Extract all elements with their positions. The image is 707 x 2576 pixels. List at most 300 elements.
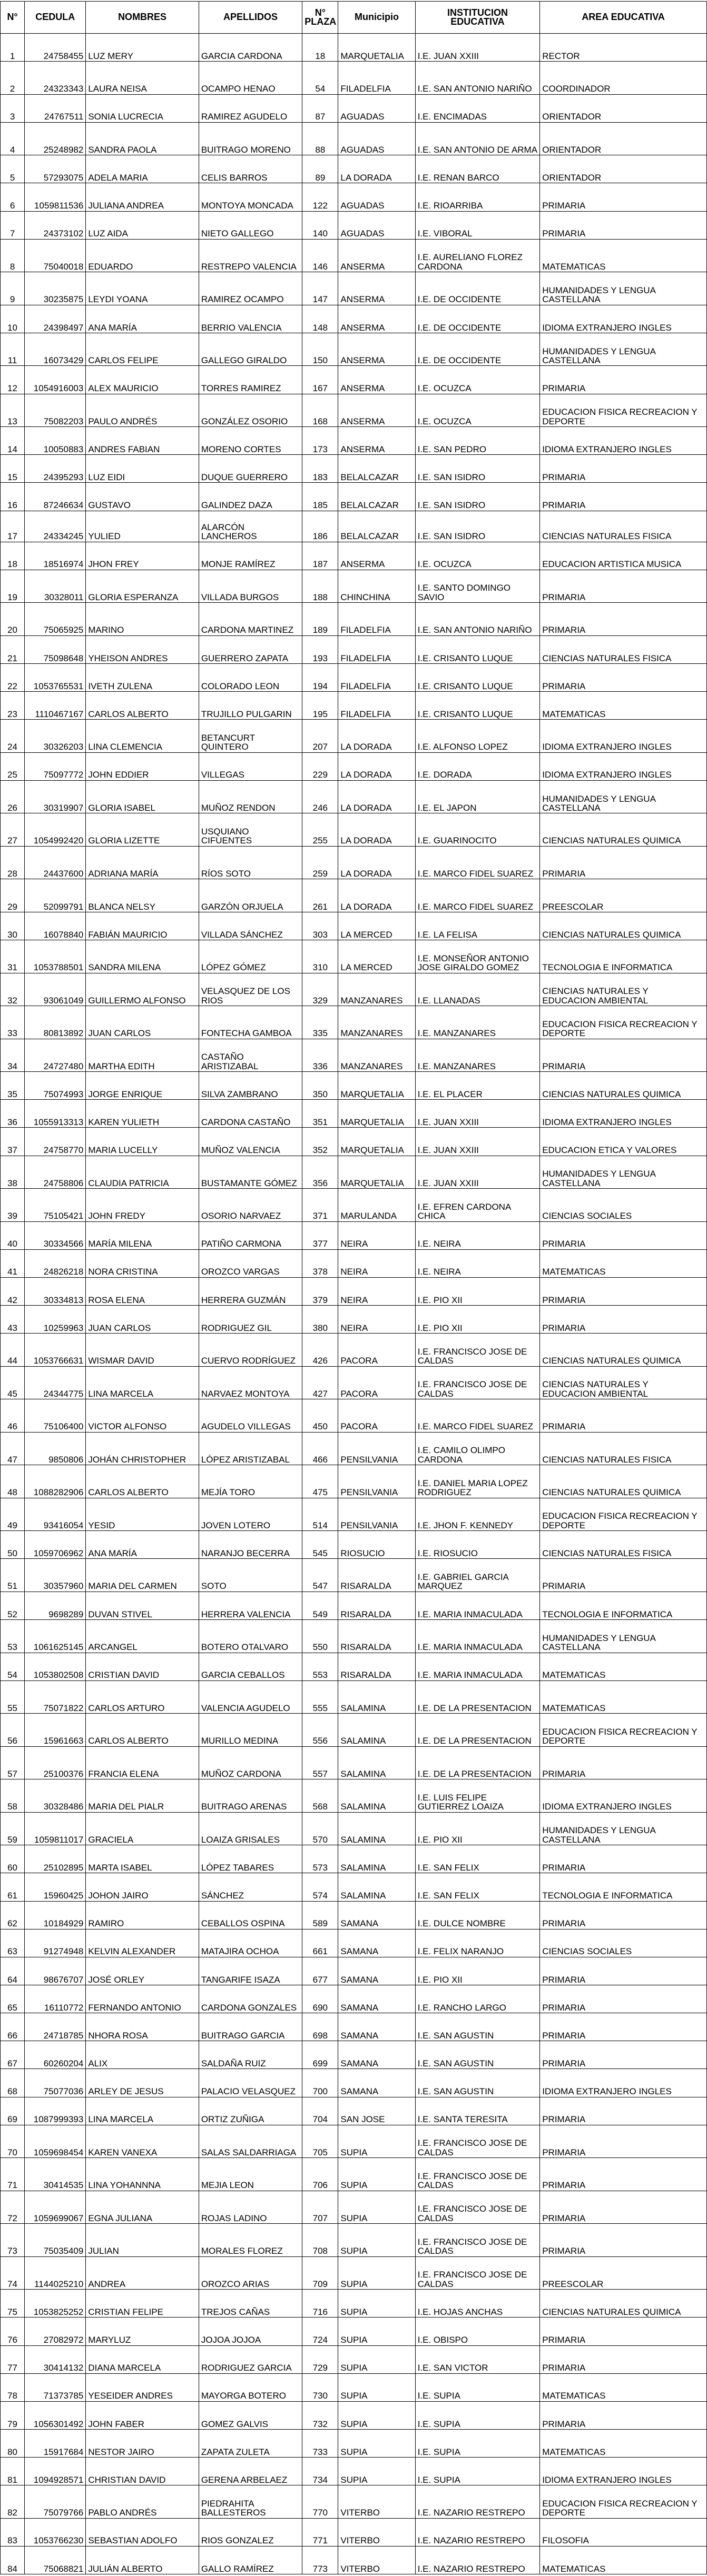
area-cell: IDIOMA EXTRANJERO INGLES [540, 1779, 707, 1813]
nombres-cell: BLANCA NELSY [86, 879, 199, 912]
area-cell: CIENCIAS NATURALES QUIMICA [540, 1465, 707, 1498]
nombres-cell: WISMAR DAVID [86, 1334, 199, 1367]
plaza-cell: 148 [302, 305, 338, 333]
row-number-cell: 72 [1, 2191, 25, 2224]
area-cell: PRIMARIA [540, 663, 707, 691]
institucion-cell: I.E. CAMILO OLIMPO CARDONA [415, 1432, 540, 1465]
cedula-cell: 75106400 [25, 1399, 86, 1433]
table-row [1, 2191, 707, 2224]
row-number-cell: 61 [1, 1873, 25, 1901]
nombres-cell: PAULO ANDRÉS [86, 394, 199, 427]
institucion-cell: I.E. DULCE NOMBRE [415, 1901, 540, 1929]
institucion-cell: I.E. ALFONSO LOPEZ [415, 720, 540, 753]
row-number-cell: 80 [1, 2429, 25, 2457]
area-cell: MATEMATICAS [540, 2546, 707, 2574]
apellidos-cell: GARCIA CARDONA [199, 34, 302, 62]
area-cell: TECNOLOGIA E INFORMATICA [540, 940, 707, 973]
institucion-cell: I.E. JUAN XXIII [415, 34, 540, 62]
nombres-cell: NESTOR JAIRO [86, 2429, 199, 2457]
nombres-cell: EGNA JULIANA [86, 2191, 199, 2224]
apellidos-cell: RAMIREZ OCAMPO [199, 272, 302, 305]
plaza-cell: 147 [302, 272, 338, 305]
institucion-cell: I.E. VIBORAL [415, 211, 540, 239]
institucion-cell: I.E. DE OCCIDENTE [415, 333, 540, 366]
row-number-cell: 33 [1, 1006, 25, 1039]
nombres-cell: SANDRA PAOLA [86, 122, 199, 155]
apellidos-cell: VILLEGAS [199, 752, 302, 780]
municipio-cell: PENSILVANIA [338, 1465, 415, 1498]
apellidos-cell: MUÑOZ CARDONA [199, 1746, 302, 1779]
cedula-cell: 24767511 [25, 94, 86, 122]
municipio-cell: SALAMINA [338, 1680, 415, 1714]
table-row [1, 455, 707, 483]
cedula-cell: 75082203 [25, 394, 86, 427]
area-cell: FILOSOFIA [540, 2518, 707, 2546]
nombres-cell: JULIAN [86, 2224, 199, 2257]
row-number-cell: 5 [1, 155, 25, 183]
area-cell: PRIMARIA [540, 2224, 707, 2257]
municipio-cell: FILADELFIA [338, 663, 415, 691]
municipio-cell: MARULANDA [338, 1189, 415, 1222]
apellidos-cell: DUQUE GUERRERO [199, 455, 302, 483]
apellidos-cell: OSORIO NARVAEZ [199, 1189, 302, 1222]
row-number-cell: 60 [1, 1845, 25, 1873]
municipio-cell: SUPIA [338, 2256, 415, 2290]
institucion-cell: I.E. PIO XII [415, 1957, 540, 1985]
nombres-cell: GLORIA ISABEL [86, 780, 199, 813]
table-row [1, 211, 707, 239]
row-number-cell: 19 [1, 570, 25, 603]
plaza-cell: 193 [302, 635, 338, 663]
plaza-cell: 553 [302, 1653, 338, 1680]
row-number-cell: 49 [1, 1498, 25, 1531]
row-number-cell: 36 [1, 1100, 25, 1128]
area-cell: PRIMARIA [540, 2318, 707, 2345]
institucion-cell: I.E. NAZARIO RESTREPO [415, 2518, 540, 2546]
apellidos-cell: RODRIGUEZ GIL [199, 1306, 302, 1334]
apellidos-cell: PATIÑO CARMONA [199, 1221, 302, 1249]
cedula-cell: 93416054 [25, 1498, 86, 1531]
cedula-cell: 1059811536 [25, 183, 86, 211]
row-number-cell: 56 [1, 1714, 25, 1747]
municipio-cell: VITERBO [338, 2485, 415, 2519]
municipio-cell: SUPIA [338, 2373, 415, 2401]
row-number-cell: 70 [1, 2125, 25, 2158]
table-row [1, 1929, 707, 1957]
apellidos-cell: SALAS SALDARRIAGA [199, 2125, 302, 2158]
institucion-cell: I.E. SAN ANTONIO NARIÑO [415, 603, 540, 636]
cedula-cell: 1059698454 [25, 2125, 86, 2158]
nombres-cell: JULIÁN ALBERTO [86, 2546, 199, 2574]
plaza-cell: 729 [302, 2345, 338, 2373]
table-row [1, 1531, 707, 1559]
row-number-cell: 1 [1, 34, 25, 62]
table-row [1, 1901, 707, 1929]
plaza-cell: 699 [302, 2041, 338, 2069]
apellidos-cell: SILVA ZAMBRANO [199, 1072, 302, 1100]
col-plaza-header: N° PLAZA [302, 2, 338, 34]
area-cell: IDIOMA EXTRANJERO INGLES [540, 752, 707, 780]
plaza-cell: 705 [302, 2125, 338, 2158]
table-row [1, 752, 707, 780]
table-row [1, 1714, 707, 1747]
cedula-cell: 30334566 [25, 1221, 86, 1249]
row-number-cell: 77 [1, 2345, 25, 2373]
municipio-cell: SUPIA [338, 2191, 415, 2224]
cedula-cell: 1088282906 [25, 1465, 86, 1498]
row-number-cell: 12 [1, 366, 25, 394]
cedula-cell: 1059811017 [25, 1812, 86, 1845]
nombres-cell: FERNANDO ANTONIO [86, 1985, 199, 2013]
municipio-cell: SAMANA [338, 2013, 415, 2041]
table-row [1, 1465, 707, 1498]
area-cell: PRIMARIA [540, 1985, 707, 2013]
plaza-cell: 733 [302, 2429, 338, 2457]
row-number-cell: 26 [1, 780, 25, 813]
plaza-cell: 188 [302, 570, 338, 603]
institucion-cell: I.E. OCUZCA [415, 366, 540, 394]
cedula-cell: 9850806 [25, 1432, 86, 1465]
table-row [1, 2458, 707, 2485]
apellidos-cell: MUÑOZ VALENCIA [199, 1128, 302, 1156]
area-cell: CIENCIAS NATURALES FISICA [540, 1531, 707, 1559]
institucion-cell: I.E. RIOARRIBA [415, 183, 540, 211]
institucion-cell: I.E. SAN AGUSTIN [415, 2069, 540, 2097]
nombres-cell: CARLOS ALBERTO [86, 692, 199, 720]
cedula-cell: 1054992420 [25, 813, 86, 847]
col-area-header: AREA EDUCATIVA [540, 2, 707, 34]
nombres-cell: JHON FREY [86, 542, 199, 570]
plaza-cell: 18 [302, 34, 338, 62]
municipio-cell: SUPIA [338, 2345, 415, 2373]
area-cell: PRIMARIA [540, 2191, 707, 2224]
municipio-cell: AGUADAS [338, 183, 415, 211]
row-number-cell: 78 [1, 2373, 25, 2401]
row-number-cell: 69 [1, 2097, 25, 2125]
institucion-cell: I.E. JUAN XXIII [415, 1128, 540, 1156]
cedula-cell: 30235875 [25, 272, 86, 305]
table-row [1, 1653, 707, 1680]
area-cell: PRIMARIA [540, 1039, 707, 1072]
plaza-cell: 255 [302, 813, 338, 847]
nombres-cell: DIANA MARCELA [86, 2345, 199, 2373]
plaza-cell: 690 [302, 1985, 338, 2013]
cedula-cell: 9698289 [25, 1592, 86, 1619]
cedula-cell: 75098648 [25, 635, 86, 663]
municipio-cell: MANZANARES [338, 1006, 415, 1039]
institucion-cell: I.E. SAN AGUSTIN [415, 2013, 540, 2041]
nombres-cell: CHRISTIAN DAVID [86, 2458, 199, 2485]
municipio-cell: RISARALDA [338, 1592, 415, 1619]
row-number-cell: 46 [1, 1399, 25, 1433]
row-number-cell: 75 [1, 2290, 25, 2318]
row-number-cell: 23 [1, 692, 25, 720]
institucion-cell: I.E. SUPIA [415, 2458, 540, 2485]
area-cell: ORIENTADOR [540, 94, 707, 122]
municipio-cell: MARQUETALIA [338, 34, 415, 62]
table-row [1, 1306, 707, 1334]
cedula-cell: 24758806 [25, 1156, 86, 1189]
apellidos-cell: LOAIZA GRISALES [199, 1812, 302, 1845]
nombres-cell: JOHON JAIRO [86, 1873, 199, 1901]
table-row [1, 1221, 707, 1249]
area-cell: CIENCIAS SOCIALES [540, 1189, 707, 1222]
cedula-cell: 30414535 [25, 2158, 86, 2191]
area-cell: EDUCACION FISICA RECREACION Y DEPORTE [540, 1498, 707, 1531]
row-number-cell: 39 [1, 1189, 25, 1222]
cedula-cell: 75065925 [25, 603, 86, 636]
plaza-cell: 556 [302, 1714, 338, 1747]
apellidos-cell: MORALES FLOREZ [199, 2224, 302, 2257]
row-number-cell: 29 [1, 879, 25, 912]
nombres-cell: LUZ MERY [86, 34, 199, 62]
area-cell: CIENCIAS NATURALES FISICA [540, 635, 707, 663]
nombres-cell: LUZ AIDA [86, 211, 199, 239]
cedula-cell: 24727480 [25, 1039, 86, 1072]
nombres-cell: LINA YOHANNNA [86, 2158, 199, 2191]
institucion-cell: I.E. SAN ISIDRO [415, 483, 540, 511]
table-row [1, 1156, 707, 1189]
institucion-cell: I.E. SAN VICTOR [415, 2345, 540, 2373]
cedula-cell: 1144025210 [25, 2256, 86, 2290]
plaza-cell: 773 [302, 2546, 338, 2574]
col-municipio-header: Municipio [338, 2, 415, 34]
plaza-cell: 351 [302, 1100, 338, 1128]
cedula-cell: 30357960 [25, 1559, 86, 1592]
nombres-cell: GUSTAVO [86, 483, 199, 511]
cedula-cell: 30414132 [25, 2345, 86, 2373]
apellidos-cell: HERRERA GUZMÁN [199, 1277, 302, 1305]
row-number-cell: 14 [1, 427, 25, 455]
table-row [1, 1957, 707, 1985]
row-number-cell: 13 [1, 394, 25, 427]
table-row [1, 2345, 707, 2373]
plaza-cell: 377 [302, 1221, 338, 1249]
institucion-cell: I.E. JHON F. KENNEDY [415, 1498, 540, 1531]
plaza-cell: 426 [302, 1334, 338, 1367]
area-cell: PRIMARIA [540, 2345, 707, 2373]
institucion-cell: I.E. SAN ISIDRO [415, 455, 540, 483]
nombres-cell: DUVAN STIVEL [86, 1592, 199, 1619]
table-row [1, 94, 707, 122]
plaza-cell: 335 [302, 1006, 338, 1039]
plaza-cell: 261 [302, 879, 338, 912]
cedula-cell: 24395293 [25, 455, 86, 483]
row-number-cell: 64 [1, 1957, 25, 1985]
institucion-cell: I.E. SAN PEDRO [415, 427, 540, 455]
cedula-cell: 10259963 [25, 1306, 86, 1334]
table-row [1, 2290, 707, 2318]
nombres-cell: MARIA DEL CARMEN [86, 1559, 199, 1592]
plaza-cell: 371 [302, 1189, 338, 1222]
municipio-cell: NEIRA [338, 1249, 415, 1277]
apellidos-cell: TORRES RAMIREZ [199, 366, 302, 394]
cedula-cell: 93061049 [25, 973, 86, 1006]
apellidos-cell: RÍOS SOTO [199, 846, 302, 879]
table-row [1, 1498, 707, 1531]
area-cell: MATEMATICAS [540, 2429, 707, 2457]
apellidos-cell: RODRIGUEZ GARCIA [199, 2345, 302, 2373]
municipio-cell: LA DORADA [338, 780, 415, 813]
nombres-cell: YESID [86, 1498, 199, 1531]
row-number-cell: 7 [1, 211, 25, 239]
apellidos-cell: USQUIANO CIFUENTES [199, 813, 302, 847]
municipio-cell: NEIRA [338, 1277, 415, 1305]
table-row [1, 1189, 707, 1222]
row-number-cell: 35 [1, 1072, 25, 1100]
nombres-cell: LAURA NEISA [86, 62, 199, 95]
plaza-cell: 427 [302, 1366, 338, 1399]
row-number-cell: 34 [1, 1039, 25, 1072]
plaza-cell: 229 [302, 752, 338, 780]
apellidos-cell: GUERRERO ZAPATA [199, 635, 302, 663]
plaza-cell: 207 [302, 720, 338, 753]
cedula-cell: 15961663 [25, 1714, 86, 1747]
row-number-cell: 38 [1, 1156, 25, 1189]
table-body [1, 34, 707, 2574]
area-cell: HUMANIDADES Y LENGUA CASTELLANA [540, 1620, 707, 1653]
institucion-cell: I.E. JUAN XXIII [415, 1156, 540, 1189]
plaza-cell: 54 [302, 62, 338, 95]
cedula-cell: 1094928571 [25, 2458, 86, 2485]
cedula-cell: 16073429 [25, 333, 86, 366]
table-row [1, 155, 707, 183]
institucion-cell: I.E. MANZANARES [415, 1006, 540, 1039]
table-row [1, 1592, 707, 1619]
institucion-cell: I.E. GABRIEL GARCIA MARQUEZ [415, 1559, 540, 1592]
area-cell: HUMANIDADES Y LENGUA CASTELLANA [540, 1156, 707, 1189]
plaza-cell: 549 [302, 1592, 338, 1619]
nombres-cell: ADRIANA MARÍA [86, 846, 199, 879]
table-row [1, 973, 707, 1006]
area-cell: PRIMARIA [540, 366, 707, 394]
nombres-cell: YESEIDER ANDRES [86, 2373, 199, 2401]
table-row [1, 1680, 707, 1714]
plaza-cell: 150 [302, 333, 338, 366]
municipio-cell: AGUADAS [338, 211, 415, 239]
plaza-cell: 194 [302, 663, 338, 691]
institucion-cell: I.E. DANIEL MARIA LOPEZ RODRIGUEZ [415, 1465, 540, 1498]
nombres-cell: MARIA LUCELLY [86, 1128, 199, 1156]
table-row [1, 570, 707, 603]
cedula-cell: 75035409 [25, 2224, 86, 2257]
institucion-cell: I.E. FRANCISCO JOSE DE CALDAS [415, 2256, 540, 2290]
nombres-cell: YHEISON ANDRES [86, 635, 199, 663]
municipio-cell: MANZANARES [338, 1039, 415, 1072]
cedula-cell: 1110467167 [25, 692, 86, 720]
institucion-cell: I.E. FRANCISCO JOSE DE CALDAS [415, 2224, 540, 2257]
municipio-cell: ANSERMA [338, 542, 415, 570]
area-cell: PRIMARIA [540, 2097, 707, 2125]
row-number-cell: 43 [1, 1306, 25, 1334]
municipio-cell: SAMANA [338, 2041, 415, 2069]
plaza-cell: 378 [302, 1249, 338, 1277]
area-cell: PRIMARIA [540, 483, 707, 511]
table-header [1, 2, 707, 34]
table-row [1, 1746, 707, 1779]
institucion-cell: I.E. LA FELISA [415, 912, 540, 940]
nombres-cell: SEBASTIAN ADOLFO [86, 2518, 199, 2546]
apellidos-cell: CARDONA MARTINEZ [199, 603, 302, 636]
plaza-cell: 771 [302, 2518, 338, 2546]
plaza-cell: 734 [302, 2458, 338, 2485]
row-number-cell: 71 [1, 2158, 25, 2191]
plaza-cell: 475 [302, 1465, 338, 1498]
apellidos-cell: MORENO CORTES [199, 427, 302, 455]
municipio-cell: LA DORADA [338, 752, 415, 780]
cedula-cell: 91274948 [25, 1929, 86, 1957]
table-row [1, 305, 707, 333]
cedula-cell: 24323343 [25, 62, 86, 95]
nombres-cell: MARINO [86, 603, 199, 636]
area-cell: PRIMARIA [540, 2158, 707, 2191]
apellidos-cell: TANGARIFE ISAZA [199, 1957, 302, 1985]
nombres-cell: PABLO ANDRÉS [86, 2485, 199, 2519]
row-number-cell: 16 [1, 483, 25, 511]
apellidos-cell: OROZCO VARGAS [199, 1249, 302, 1277]
institucion-cell: I.E. SAN ISIDRO [415, 511, 540, 542]
row-number-cell: 4 [1, 122, 25, 155]
municipio-cell: RISARALDA [338, 1653, 415, 1680]
municipio-cell: MARQUETALIA [338, 1128, 415, 1156]
table-row [1, 239, 707, 272]
nombres-cell: ANDREA [86, 2256, 199, 2290]
cedula-cell: 75077036 [25, 2069, 86, 2097]
row-number-cell: 84 [1, 2546, 25, 2574]
col-apellidos-header: APELLIDOS [199, 2, 302, 34]
plaza-cell: 706 [302, 2158, 338, 2191]
cedula-cell: 75097772 [25, 752, 86, 780]
institucion-cell: I.E. MARCO FIDEL SUAREZ [415, 1399, 540, 1433]
nombres-cell: CRISTIAN DAVID [86, 1653, 199, 1680]
apellidos-cell: JOJOA JOJOA [199, 2318, 302, 2345]
table-row [1, 1620, 707, 1653]
row-number-cell: 22 [1, 663, 25, 691]
nombres-cell: ANA MARÍA [86, 305, 199, 333]
municipio-cell: FILADELFIA [338, 62, 415, 95]
area-cell: CIENCIAS NATURALES QUIMICA [540, 912, 707, 940]
apellidos-cell: OROZCO ARIAS [199, 2256, 302, 2290]
area-cell: PRIMARIA [540, 455, 707, 483]
municipio-cell: MANZANARES [338, 973, 415, 1006]
plaza-cell: 730 [302, 2373, 338, 2401]
row-number-cell: 45 [1, 1366, 25, 1399]
table-row [1, 846, 707, 879]
cedula-cell: 75079766 [25, 2485, 86, 2519]
municipio-cell: ANSERMA [338, 305, 415, 333]
nombres-cell: KAREN VANEXA [86, 2125, 199, 2158]
apellidos-cell: FONTECHA GAMBOA [199, 1006, 302, 1039]
cedula-cell: 27082972 [25, 2318, 86, 2345]
table-row [1, 333, 707, 366]
apellidos-cell: MEJÍA TORO [199, 1465, 302, 1498]
col-institucion-header: INSTITUCION EDUCATIVA [415, 2, 540, 34]
plaza-cell: 677 [302, 1957, 338, 1985]
apellidos-cell: ROJAS LADINO [199, 2191, 302, 2224]
plaza-cell: 661 [302, 1929, 338, 1957]
municipio-cell: PENSILVANIA [338, 1432, 415, 1465]
municipio-cell: ANSERMA [338, 333, 415, 366]
area-cell: PRIMARIA [540, 570, 707, 603]
institucion-cell: I.E. SUPIA [415, 2401, 540, 2429]
nombres-cell: NHORA ROSA [86, 2013, 199, 2041]
plaza-cell: 329 [302, 973, 338, 1006]
cedula-cell: 75071822 [25, 1680, 86, 1714]
plaza-cell: 557 [302, 1746, 338, 1779]
cedula-cell: 1053766230 [25, 2518, 86, 2546]
table-row [1, 394, 707, 427]
institucion-cell: I.E. CRISANTO LUQUE [415, 692, 540, 720]
